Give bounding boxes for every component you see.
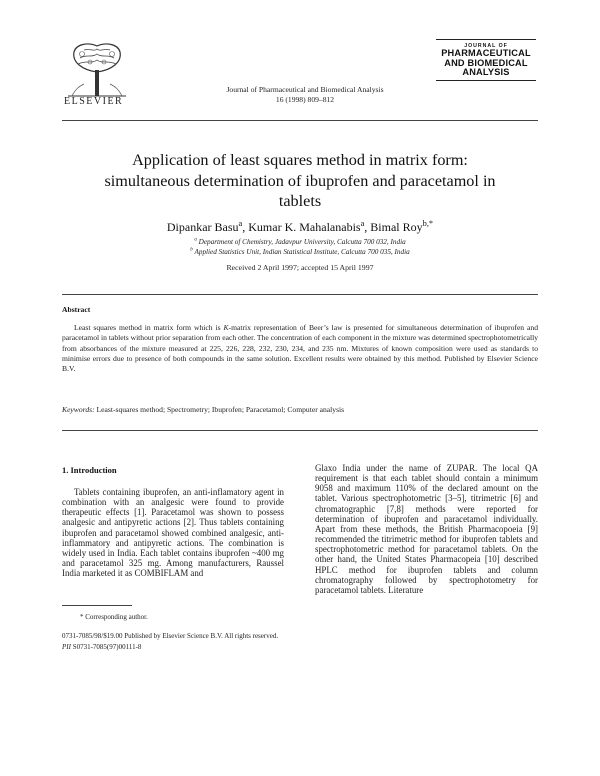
pii-label: PII bbox=[62, 643, 71, 651]
publisher-name: ELSEVIER bbox=[64, 96, 124, 107]
footnote-rule bbox=[62, 605, 132, 606]
title-line-2: simultaneous determination of ibuprofen and paracetamol in bbox=[104, 171, 496, 190]
article-title bbox=[60, 150, 540, 212]
abstract-bottom-rule bbox=[62, 430, 538, 431]
body-right-column: Glaxo India under the name of ZUPAR. The local QA requirement is that each tablet should contain a minimum 9058 and maximum 110% of the declared amount on the tablet. Various spectrophotometric [3–5], titrimetric [6] and chromatographic [7,8] methods were reported for determination of ibuprofen and paracetamol individually. Apart from these methods, the British Pharmacopoeia [9] recommended the titrimetric method for ibuprofen tablets and spectrophotometric method for paracetamol tablets. On the other hand, the United States Pharmacopeia [10] described HPLC method for ibuprofen tablets and column chromatography followed by spectrophotometry for paracetamol tablets. Literature bbox=[315, 463, 538, 595]
keywords-label: Keywords: bbox=[62, 405, 95, 414]
abstract-heading: Abstract bbox=[62, 305, 91, 314]
author-name: Kumar K. Mahalanabis bbox=[248, 220, 361, 234]
keywords-text: Least-squares method; Spectrometry; Ibuprofen; Paracetamol; Computer analysis bbox=[96, 405, 345, 414]
affiliation-b bbox=[60, 248, 540, 256]
author-name: Dipankar Basu bbox=[166, 220, 239, 234]
section-heading-introduction: 1. Introduction bbox=[62, 465, 117, 475]
journal-box-line1: PHARMACEUTICAL bbox=[441, 48, 531, 58]
header-rule bbox=[62, 120, 538, 121]
journal-box-line3: ANALYSIS bbox=[462, 67, 510, 78]
journal-citation-line: Journal of Pharmaceutical and Biomedical Analysis bbox=[226, 85, 384, 94]
body-left-column: Tablets containing ibuprofen, an anti-inflamatory agent in combination with an analgesic were found to provide therapeutic effects [1]. Paracetamol was shown to possess analgesic and antipyretic actions [2]. Thus tablets containing ibuprofen and paracetamol showed combined analgesic, anti-inflammatory and antipyretic actions. The combination is widely used in India. Each tablet contains ibuprofen ~400 mg and paracetamol 325 mg. Among manufacturers, Raussel India marketed it as COMBIFLAM and bbox=[62, 487, 284, 579]
title-line-1: Application of least squares method in matrix form: bbox=[132, 151, 468, 169]
author-name: Bimal Roy bbox=[370, 220, 423, 234]
author-list: Dipankar Basu$^a$, Kumar K. Mahalanabis$^a$, Bimal Roy$^{b,*}$ bbox=[166, 219, 434, 234]
journal-box-line2: AND BIOMEDICAL bbox=[444, 57, 528, 68]
abstract-text-italic: K bbox=[223, 323, 229, 332]
author-affil-mark: b,* bbox=[422, 219, 434, 228]
affiliation-a bbox=[60, 238, 540, 246]
journal-box-small: JOURNAL OF bbox=[464, 43, 508, 49]
corresponding-author-footnote: * Corresponding author. bbox=[80, 613, 148, 621]
affiliation-b-text: Applied Statistics Unit, Indian Statistical Institute, Calcutta 700 035, India bbox=[194, 248, 410, 256]
abstract-top-rule bbox=[62, 294, 538, 295]
journal-volume-pages: 16 (1998) 809–812 bbox=[275, 95, 335, 104]
pii-line bbox=[62, 643, 141, 651]
copyright-line: 0731-7085/98/$19.00 Published by Elsevier Science B.V. All rights reserved. bbox=[62, 632, 279, 640]
author-affil-mark: a bbox=[238, 219, 243, 228]
affiliation-a-label: a bbox=[194, 237, 197, 243]
keywords bbox=[62, 405, 538, 414]
pii-value: S0731-7085(97)00111-8 bbox=[72, 643, 142, 651]
journal-logo-box bbox=[436, 39, 536, 81]
affiliation-b-label: b bbox=[190, 247, 193, 253]
author-affil-mark: a bbox=[360, 219, 365, 228]
abstract-text-part2: -matrix representation of Beer’s law is presented for simultaneous determination of ibuprofen and paracetamol in tablets without prior separation from each other. The concentration of each component in the mixture was determined spectrophotometrically from absorbances of the mixture measured at 225, 226, 228, 232, 230, 234, and 235 nm. Mixtures of known composition were used as standards to minimise errors due to presence of both compounds in the same solution. Excellent results were obtained by this method. Published by Elsevier Science B.V. bbox=[62, 323, 538, 373]
abstract-text-part1: Least squares method in matrix form which is bbox=[74, 323, 224, 332]
affiliation-a-text: Department of Chemistry, Jadavpur University, Calcutta 700 032, India bbox=[198, 238, 406, 246]
abstract-text bbox=[62, 323, 538, 374]
received-dates: Received 2 April 1997; accepted 15 April 1997 bbox=[226, 263, 374, 272]
title-line-3: tablets bbox=[278, 192, 322, 210]
